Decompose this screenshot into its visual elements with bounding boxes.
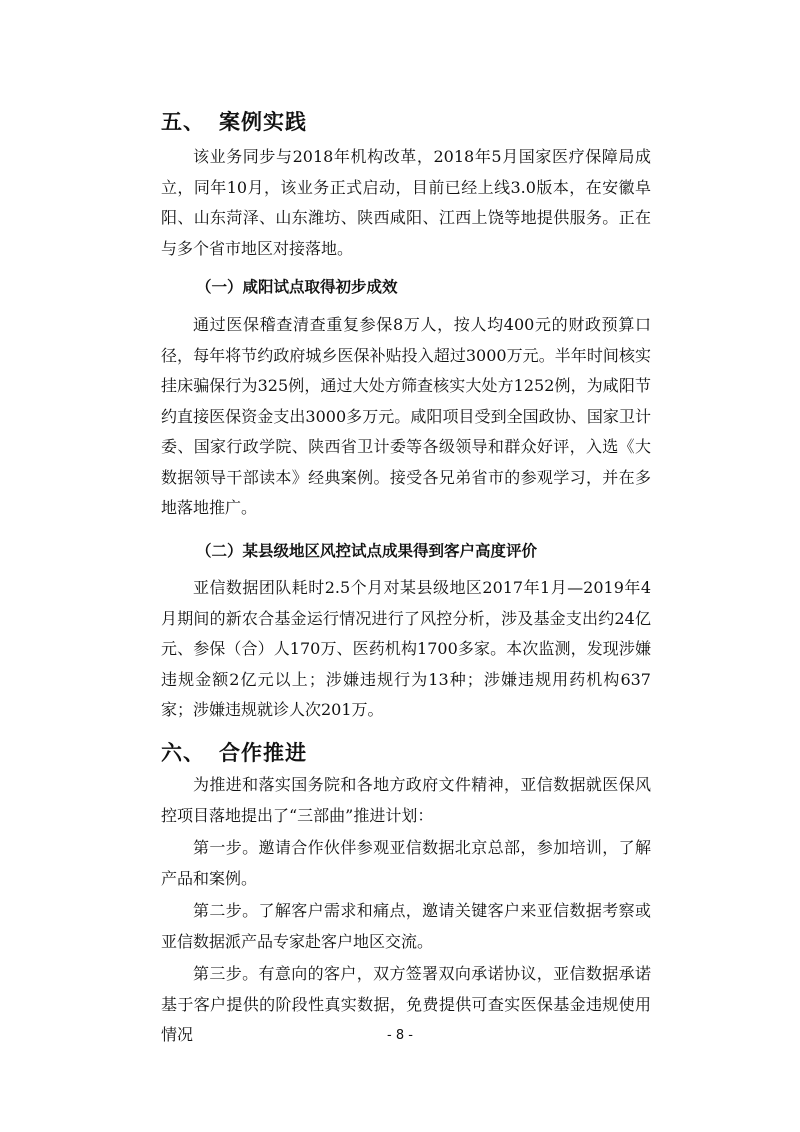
section-title: 案例实践	[219, 110, 307, 134]
subsection-heading-2: （二）某县级地区风控试点成果得到客户高度评价	[196, 542, 538, 560]
page-number: - 8 -	[387, 1028, 413, 1043]
section-heading-5	[161, 106, 307, 136]
section-number: 六、	[161, 741, 205, 765]
section-6-paragraph-3: 第二步。了解客户需求和痛点，邀请关键客户来亚信数据考察或亚信数据派产品专家赴客户地区交流。	[161, 901, 651, 951]
subsection-heading-1: （一）咸阳试点取得初步成效	[196, 278, 398, 296]
section-6-paragraph-2: 第一步。邀请合作伙伴参观亚信数据北京总部，参加培训，了解产品和案例。	[161, 838, 651, 888]
subsection-2-text: 亚信数据团队耗时2.5个月对某县级地区2017年1月—2019年4月期间的新农合基金运行情况进行了风控分析，涉及基金支出约24亿元、参保（合）人170万、医药机构1700多家。本次监测，发现涉嫌违规金额2亿元以上；涉嫌违规行为13种；涉嫌违规用药机构637家；涉嫌违规就诊人次201万。	[161, 578, 651, 719]
section-6-paragraph-1: 为推进和落实国务院和各地方政府文件精神，亚信数据就医保风控项目落地提出了“三部曲”推进计划：	[161, 775, 651, 825]
section-6-paragraph-4: 第三步。有意向的客户，双方签署双向承诺协议，亚信数据承诺基于客户提供的阶段性真实数据，免费提供可查实医保基金违规使用情况	[161, 964, 651, 1044]
section-title: 合作推进	[219, 741, 307, 765]
section-5-intro: 该业务同步与2018年机构改革，2018年5月国家医疗保障局成立，同年10月，该业务正式启动，目前已经上线3.0版本，在安徽阜阳、山东菏泽、山东潍坊、陕西咸阳、江西上饶等地提供服务。正在与多个省市地区对接落地。	[161, 147, 651, 258]
section-number: 五、	[161, 110, 205, 134]
subsection-1-text: 通过医保稽查清查重复参保8万人，按人均400元的财政预算口径，每年将节约政府城乡医保补贴投入超过3000万元。半年时间核实挂床骗保行为325例，通过大处方筛查核实大处方1252例，为咸阳节约直接医保资金支出3000多万元。咸阳项目受到全国政协、国家卫计委、国家行政学院、陕西省卫计委等各级领导和群众好评，入选《大数据领导干部读本》经典案例。接受各兄弟省市的参观学习，并在多地落地推广。	[161, 315, 651, 517]
section-heading-6	[161, 737, 307, 767]
